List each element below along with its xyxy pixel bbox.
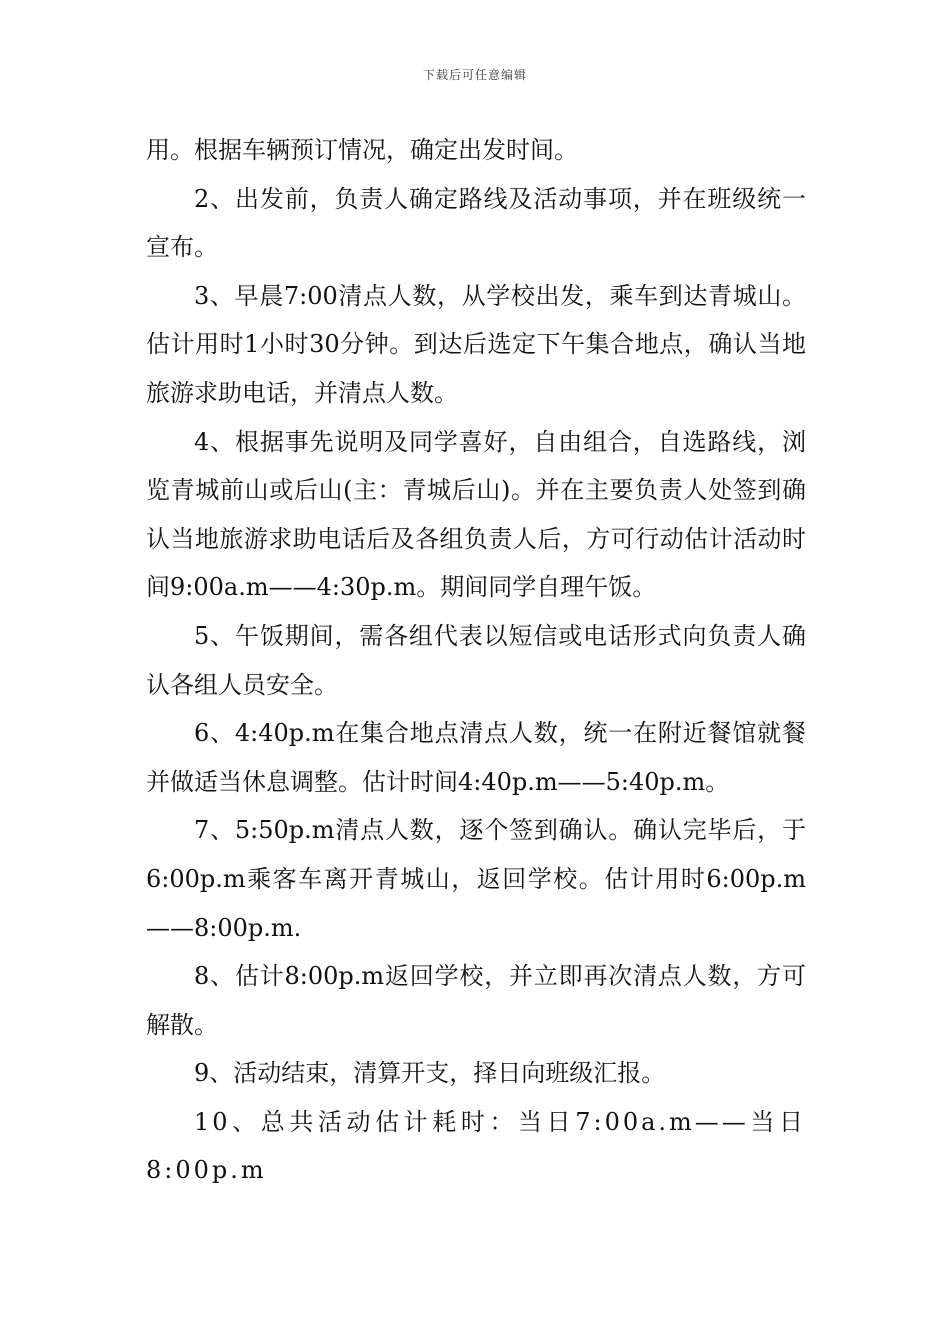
paragraph-step-7: 7、5:50p.m清点人数，逐个签到确认。确认完毕后，于6:00p.m乘客车离开青城山，返回学校。估计用时6:00p.m——8:00p.m. <box>146 816 806 942</box>
paragraph-step-6: 6、4:40p.m在集合地点清点人数，统一在附近餐馆就餐并做适当休息调整。估计时间4:40p.m——5:40p.m。 <box>146 719 806 796</box>
page-header: 下载后可任意编辑 <box>422 68 527 82</box>
paragraph-step-2: 2、出发前，负责人确定路线及活动事项，并在班级统一宣布。 <box>146 184 806 262</box>
paragraph-step-3: 3、早晨7:00清点人数，从学校出发，乘车到达青城山。估计用时1小时30分钟。到达后选定下午集合地点，确认当地旅游求助电话，并清点人数。 <box>146 281 806 407</box>
paragraph-step-4: 4、根据事先说明及同学喜好，自由组合，自选路线，浏览青城前山或后山(主：青城后山)。并在主要负责人处签到确认当地旅游求助电话后及各组负责人后，方可行动估计活动时间9:00a.m——4:30p.m。期间同学自理午饭。 <box>146 427 806 602</box>
paragraph-step-9: 9、活动结束，清算开支，择日向班级汇报。 <box>194 1059 666 1088</box>
paragraph-step-10: 10、总共活动估计耗时：当日7:00a.m——当日8:00p.m <box>146 1107 806 1185</box>
paragraph-continuation: 用。根据车辆预订情况，确定出发时间。 <box>146 136 578 164</box>
paragraph-step-5: 5、午饭期间，需各组代表以短信或电话形式向负责人确认各组人员安全。 <box>146 621 806 699</box>
document-body <box>146 126 806 1195</box>
paragraph-step-8: 8、估计8:00p.m返回学校，并立即再次清点人数，方可解散。 <box>146 962 806 1039</box>
